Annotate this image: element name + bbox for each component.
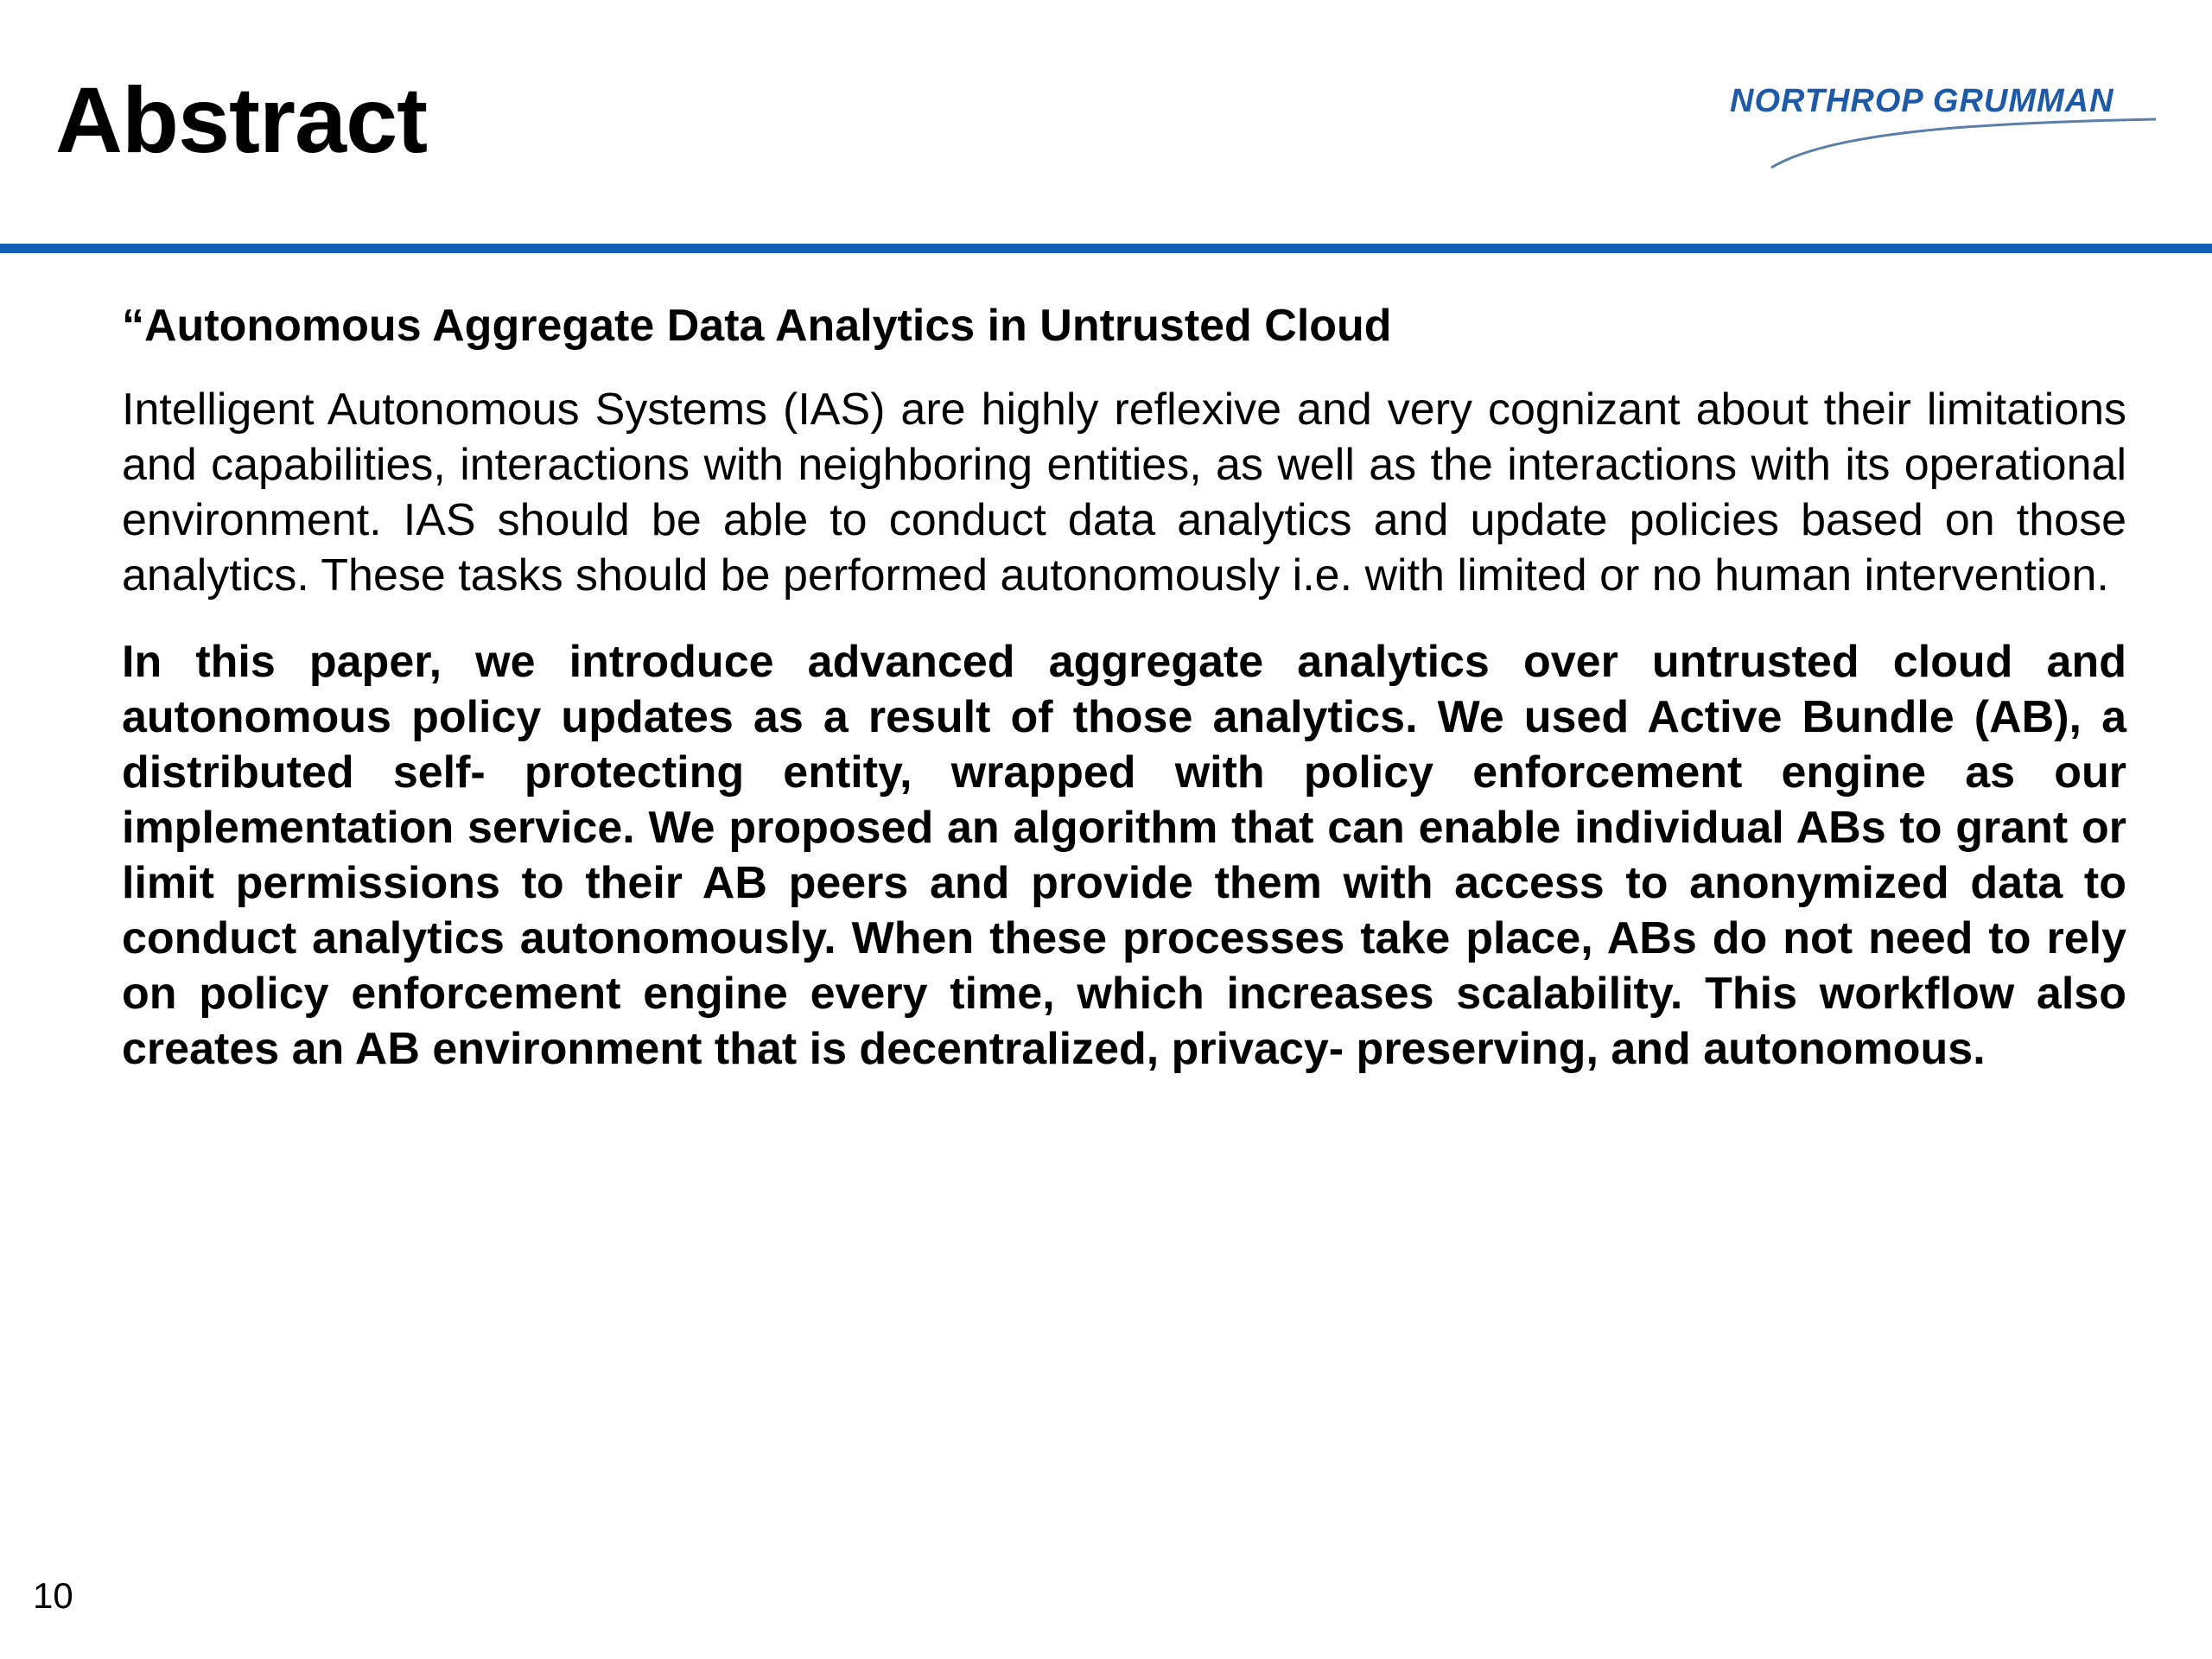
logo-wordmark: NORTHROP GRUMMAN	[1730, 83, 2114, 119]
page-number: 10	[33, 1575, 73, 1616]
logo-swoosh-icon	[1719, 112, 2169, 181]
abstract-paragraph-1: Intelligent Autonomous Systems (IAS) are highly reflexive and very cognizant about their limitations and capabilities, interactions with neighboring entities, as well as the interactions with its operational environment. IAS should be able to conduct data analytics and update policies based on those analytics. These tasks should be performed autonomously i.e. with limited or no human intervention.	[122, 385, 2126, 601]
abstract-paragraph-2: In this paper, we introduce advanced aggregate analytics over untrusted cloud and autonomous policy updates as a result of those analytics. We used Active Bundle (AB), a distributed self- protecting entity, wrapped with policy enforcement engine as our implementation service. We proposed an algorithm that can enable individual ABs to grant or limit permissions to their AB peers and provide them with access to anonymized data to conduct analytics autonomously. When these processes take place, ABs do not need to rely on policy enforcement engine every time, which increases scalability. This workflow also creates an AB environment that is decentralized, privacy- preserving, and autonomous.	[122, 637, 2126, 1075]
abstract-heading: “Autonomous Aggregate Data Analytics in Untrusted Cloud	[122, 301, 1392, 351]
slide-title: Abstract	[55, 67, 428, 172]
northrop-grumman-logo	[1719, 78, 2169, 181]
title-divider	[0, 244, 2212, 253]
abstract-body	[122, 299, 2126, 1108]
